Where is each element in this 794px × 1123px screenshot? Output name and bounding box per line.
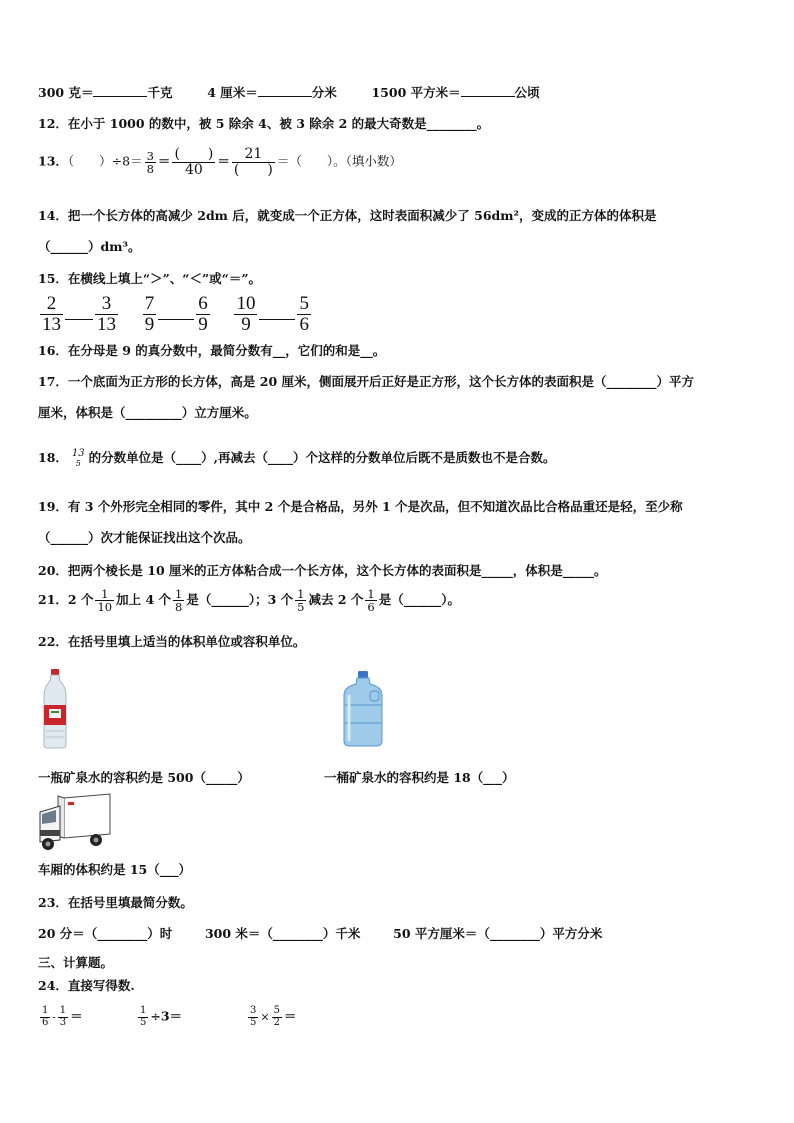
- fraction: $\frac{5}{6}$: [299, 293, 309, 335]
- compare-blank[interactable]: [259, 309, 295, 320]
- question-24: 24．直接写得数.: [38, 978, 135, 993]
- fraction-blank[interactable]: $\frac{21}{( )}$: [233, 146, 273, 178]
- question-23: 23．在括号里填最简分数。: [38, 895, 193, 910]
- water-bottle-image: [42, 669, 68, 749]
- compare-row: [38, 294, 313, 335]
- truck-caption: 车厢的体积约是 15（___）: [38, 862, 191, 877]
- fraction: $\frac{1}{10}$: [97, 587, 113, 615]
- expression-2: $\frac{1}{5}$ ÷3＝: [140, 1005, 183, 1028]
- answer-blank[interactable]: [258, 84, 312, 97]
- answer-blank[interactable]: [93, 84, 147, 97]
- fraction: $\frac{1}{6}$: [367, 587, 375, 615]
- expression-1: $\frac{1}{6}$ - $\frac{1}{3}$ ＝: [42, 1005, 83, 1028]
- fraction: $\frac{1}{8}$: [175, 587, 183, 615]
- question-22: 22．在括号里填上适当的体积单位或容积单位。: [38, 634, 306, 649]
- section-3-title: 三、计算题。: [38, 955, 114, 970]
- question-23-items: 20 分＝（________）时 300 米＝（________）千米 50 平方厘米＝（________）平方分米: [38, 926, 603, 941]
- question-12: 12．在小于 1000 的数中，被 5 除余 4、被 3 除余 2 的最大奇数是________。: [38, 116, 490, 131]
- conv-a: 300 克＝: [38, 85, 94, 100]
- fraction: $\frac{1}{3}$: [59, 1005, 67, 1028]
- truck-image: [38, 792, 112, 852]
- fraction: $\frac{1}{5}$: [140, 1005, 147, 1028]
- question-16: 16．在分母是 9 的真分数中，最简分数有__，它们的和是__。: [38, 343, 386, 358]
- water-bucket-image: [340, 671, 386, 747]
- question-14-line-1: 14．把一个长方体的高减少 2dm 后，就变成一个正方体，这时表面积减少了 56dm²，变成的正方体的体积是: [38, 208, 657, 223]
- fraction: $\frac{3}{8}$: [146, 148, 154, 176]
- question-14-line-2: （______）dm³。: [38, 239, 141, 254]
- fraction: $\frac{10}{9}$: [236, 293, 256, 335]
- question-17-line-1: 17．一个底面为正方形的长方体，高是 20 厘米，侧面展开后正好是正方形，这个长方体的表面积是（________）平方: [38, 374, 694, 389]
- bottle-caption: 一瓶矿泉水的容积约是 500（_____）: [38, 770, 250, 785]
- question-17-line-2: 厘米，体积是（_________）立方厘米。: [38, 405, 257, 420]
- compare-blank[interactable]: [65, 309, 93, 320]
- question-19-line-2: （______）次才能保证找出这个次品。: [38, 530, 251, 545]
- question-19-line-1: 19．有 3 个外形完全相同的零件，其中 2 个是合格品，另外 1 个是次品，但不知道次品比合格品重还是轻，至少称: [38, 499, 683, 514]
- conversion-line: 300 克＝ 千克 4 厘米＝ 分米 1500 平方米＝ 公顷: [38, 85, 540, 100]
- fraction: 13 5: [71, 448, 85, 468]
- expression-3: $\frac{3}{5}$ × $\frac{5}{2}$ ＝: [250, 1005, 297, 1028]
- fraction-blank[interactable]: $\frac{( )}{40}$: [174, 146, 214, 178]
- fraction: $\frac{3}{13}$: [97, 293, 116, 335]
- fraction: $\frac{1}{5}$: [297, 587, 305, 615]
- question-21: 21．2 个 $\frac{1}{10}$ 加上 4 个 $\frac{1}{8}$ 是（______）；3 个 $\frac{1}{5}$ 减去 2 个 $\frac{1}{6}$ 是（______）。: [38, 587, 460, 615]
- bucket-caption: 一桶矿泉水的容积约是 18（___）: [324, 770, 515, 785]
- question-13: 13．（ ）÷8＝ $\frac{3}{8}$ ＝ $\frac{( )}{40}$ ＝ $\frac{21}{( )}$ ＝（ ）。（填小数）: [38, 146, 402, 178]
- fraction: $\frac{5}{2}$: [273, 1005, 280, 1028]
- conv-b: 4 厘米＝: [207, 85, 258, 100]
- answer-blank[interactable]: [461, 84, 515, 97]
- fraction: $\frac{1}{6}$: [42, 1005, 49, 1028]
- question-18: 18． 13 5 的分数单位是（____）,再减去（____）个这样的分数单位后既不是质数也不是合数。: [38, 448, 556, 468]
- question-15: 15．在横线上填上“＞”、“＜”或“＝”。: [38, 271, 262, 286]
- fraction: $\frac{2}{13}$: [42, 293, 61, 335]
- fraction: $\frac{6}{9}$: [198, 293, 208, 335]
- conv-c: 1500 平方米＝: [371, 85, 461, 100]
- question-20: 20．把两个棱长是 10 厘米的正方体粘合成一个长方体，这个长方体的表面积是_____，体积是_____。: [38, 563, 607, 578]
- compare-blank[interactable]: [158, 309, 194, 320]
- fraction: $\frac{3}{5}$: [250, 1005, 257, 1028]
- fraction: $\frac{7}{9}$: [144, 293, 155, 335]
